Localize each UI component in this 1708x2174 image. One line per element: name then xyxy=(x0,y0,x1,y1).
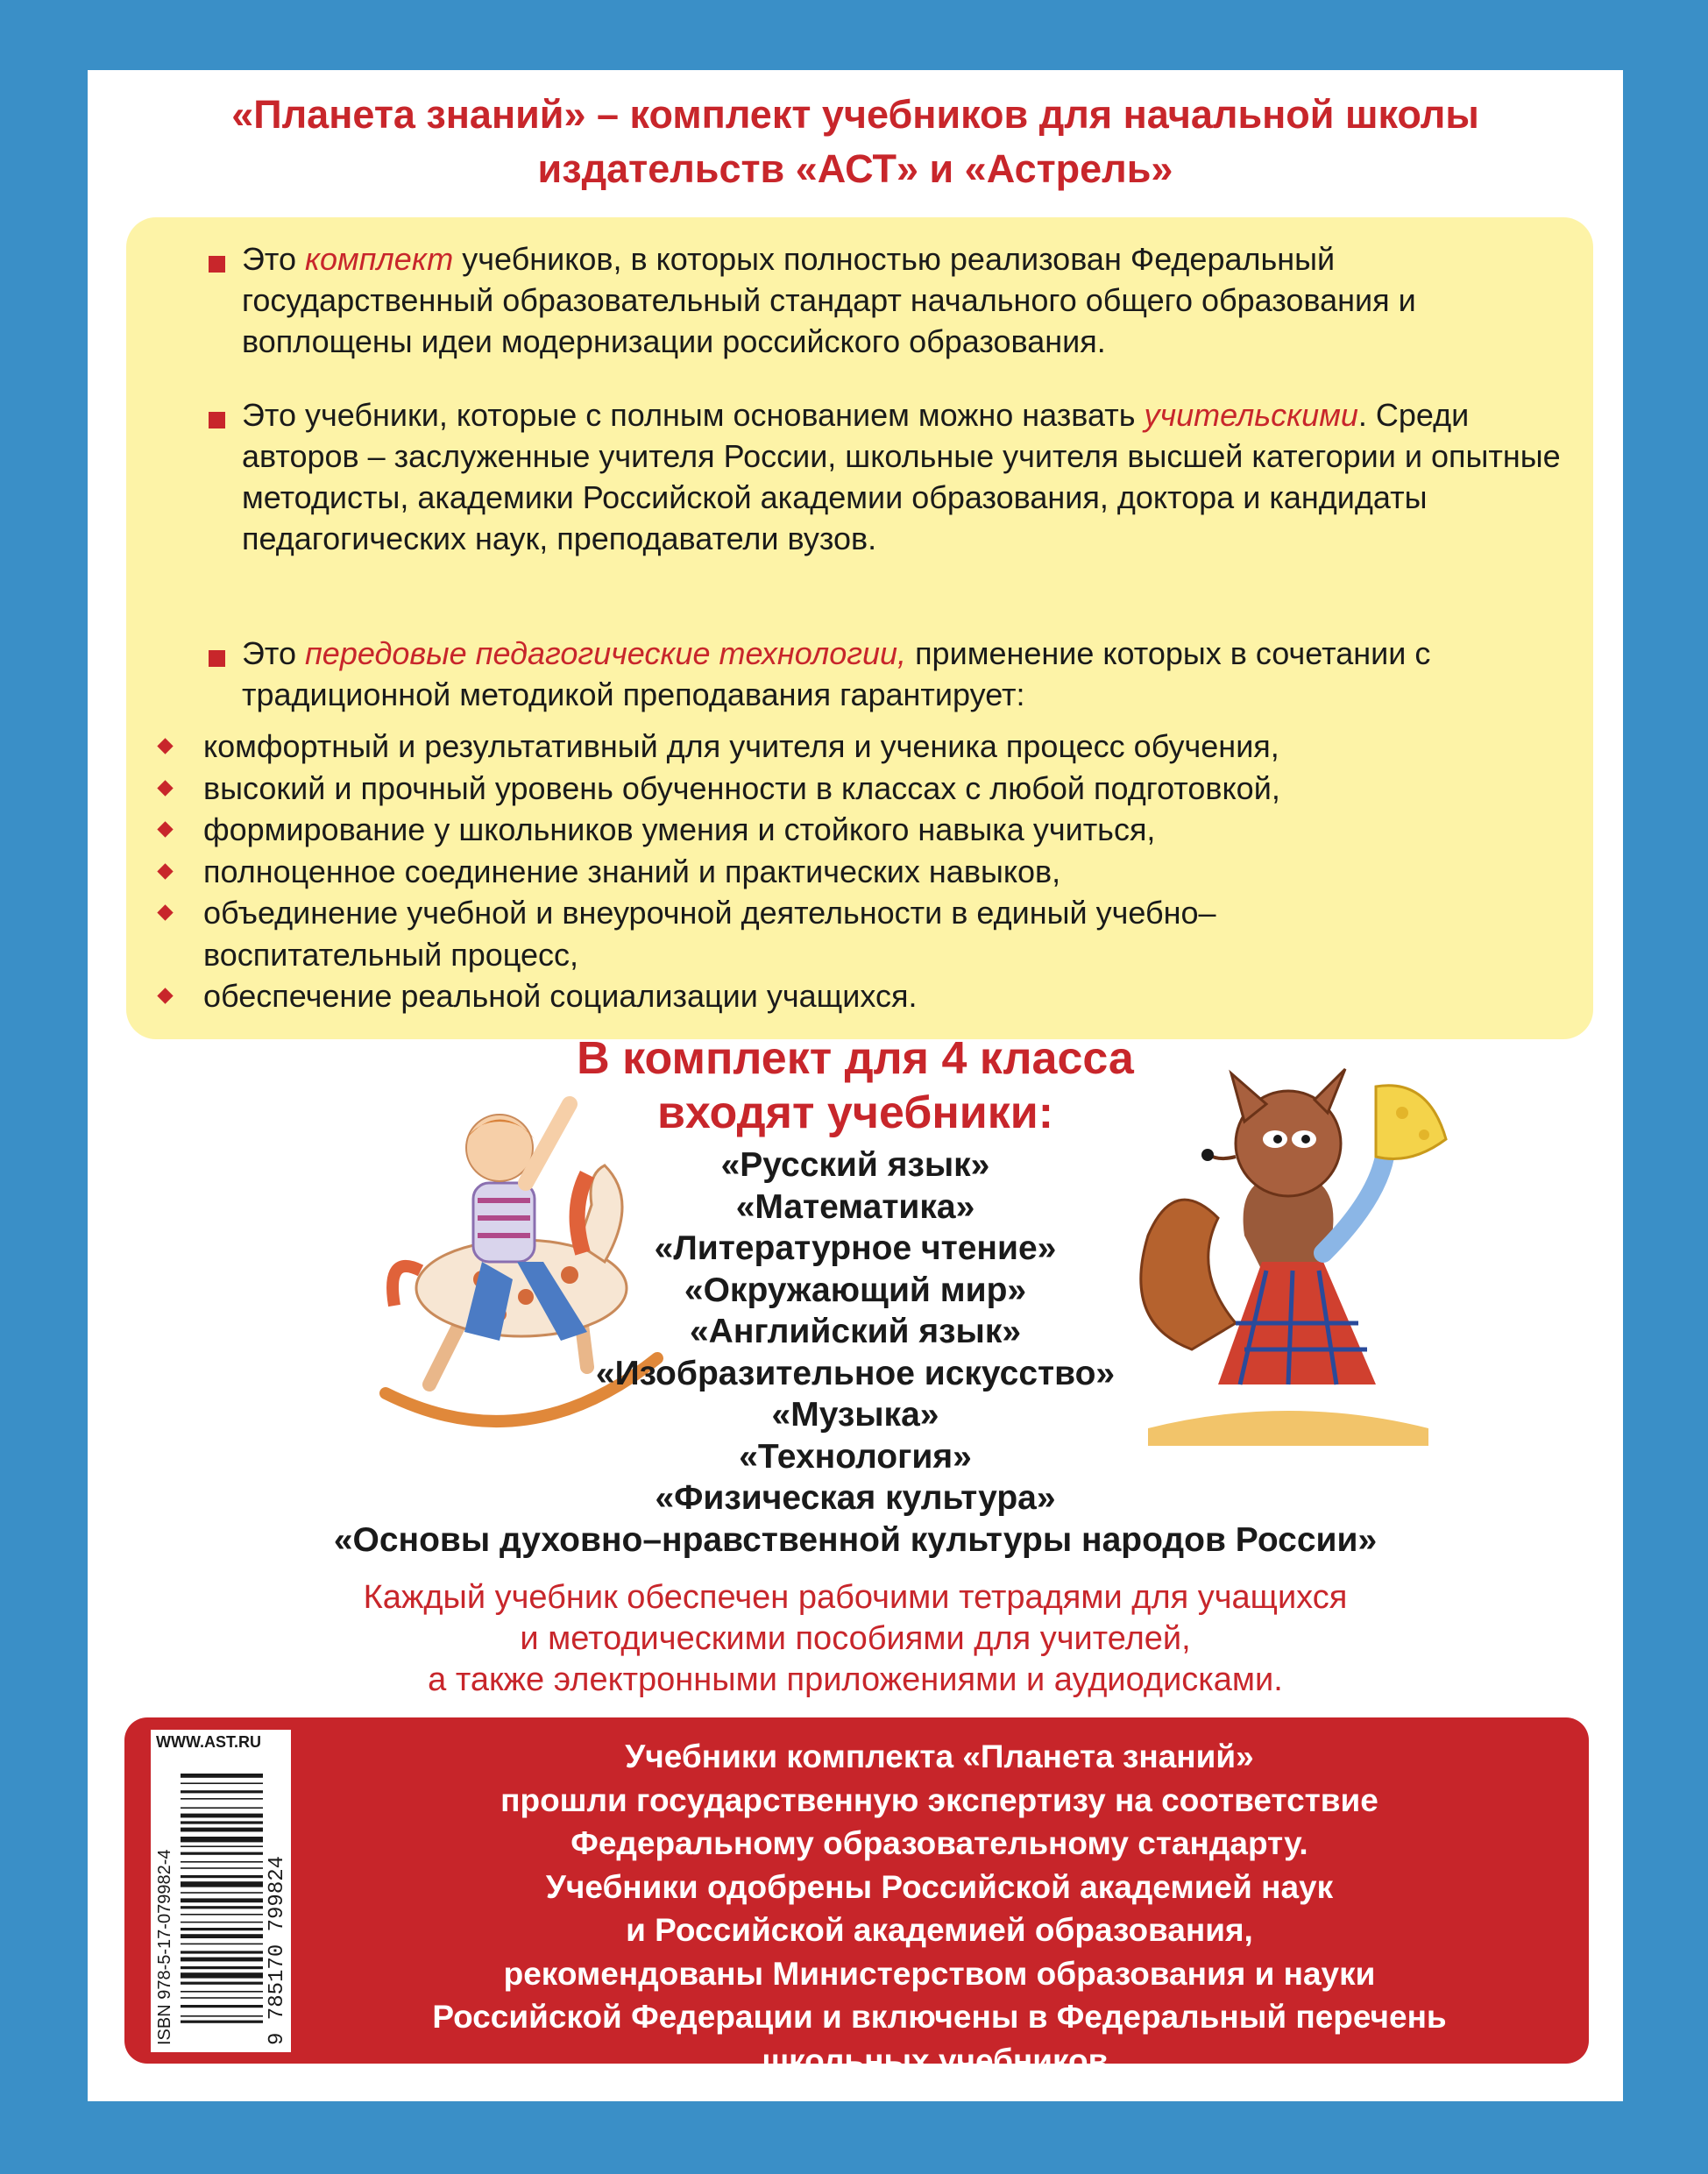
diamond-bullet-icon xyxy=(157,821,173,837)
highlight-text: учительскими xyxy=(1144,397,1358,433)
feature-paragraph-3: Это передовые педагогические технологии, применение которых в сочетании с традиционной методикой преподавания гарантирует: xyxy=(242,635,1431,712)
barcode-bar xyxy=(181,1881,263,1887)
list-item: обеспечение реальной социализации учащихся. xyxy=(133,975,1535,1017)
barcode-bar xyxy=(181,1837,263,1842)
list-item: «Английский язык» xyxy=(689,1313,1022,1350)
isbn-text: ISBN 978-5-17-079982-4 xyxy=(155,1849,174,2045)
barcode-bar xyxy=(181,1972,263,1978)
feature-paragraph-2: Это учебники, которые с полным основанием можно назвать учительскими. Среди авторов – заслуженные учителя России, школьные учителя высшей категории и опытные методисты, академики Российской академии образования, доктора и кандидаты педагогических наук, преподаватели вузов. xyxy=(242,397,1561,556)
list-item: высокий и прочный уровень обученности в классах с любой подготовкой, xyxy=(133,768,1535,810)
barcode-bar xyxy=(181,1991,263,1993)
diamond-bullet-icon xyxy=(157,738,173,754)
list-item: «Русский язык» xyxy=(720,1146,990,1184)
barcode-icon xyxy=(151,1730,291,2052)
list-item: «Технология» xyxy=(739,1437,972,1476)
barcode-bar xyxy=(181,1774,263,1778)
list-item: объединение учебной и внеурочной деятельности в единый учебно–воспитательный процесс, xyxy=(133,892,1535,975)
square-bullet-icon xyxy=(209,256,225,273)
barcode-bar xyxy=(181,1828,263,1832)
diamond-bullet-icon xyxy=(157,988,173,1003)
barcode-bar xyxy=(181,2005,263,2008)
approval-text: Учебники комплекта «Планета знаний» прошли государственную экспертизу на соответствие Федеральному образовательному стандарту. Учебники одобрены Российской академией наук и Российской академией образования, рекомендованы Министерством образования и науки Российской Федерации и включены в Федеральный перечень школьных учебников. xyxy=(432,1738,1447,2078)
barcode-bar xyxy=(181,1798,263,1800)
barcode-bar xyxy=(181,1875,263,1878)
diamond-bullet-icon xyxy=(157,863,173,879)
list-item: «Изобразительное искусство» xyxy=(595,1354,1116,1392)
barcode-bar xyxy=(181,1790,263,1793)
diamond-bullet-icon xyxy=(157,904,173,920)
square-bullet-icon xyxy=(209,650,225,667)
barcode-bar xyxy=(181,1982,263,1985)
barcode-bar xyxy=(181,1997,263,1999)
highlight-text: передовые педагогические технологии, xyxy=(304,635,907,671)
back-cover xyxy=(88,70,1623,2101)
barcode-bar xyxy=(181,1807,263,1809)
diamond-bullet-icon xyxy=(157,780,173,796)
barcode-bar xyxy=(181,1914,263,1916)
barcode-bar xyxy=(181,1821,263,1823)
kit-note: Каждый учебник обеспечен рабочими тетрадями для учащихся и методическими пособиями для учителей, а также электронными приложениями и аудиодисками. xyxy=(363,1579,1348,1698)
list-item: «Литературное чтение» xyxy=(654,1229,1057,1267)
barcode-panel xyxy=(151,1730,291,2052)
feature-paragraph-1: Это комплект учебников, в которых полностью реализован Федеральный государственный образовательный стандарт начального общего образования и воплощены идеи модернизации российского образования. xyxy=(242,241,1416,359)
title-line-1: «Планета знаний» – комплект учебников для начальной школы xyxy=(231,92,1479,137)
list-item: «Окружающий мир» xyxy=(684,1271,1027,1309)
list-item: «Музыка» xyxy=(771,1396,939,1434)
title-line-2: издательств «АСТ» и «Астрель» xyxy=(537,146,1173,191)
barcode-bar xyxy=(181,1958,263,1962)
barcode-bar xyxy=(181,2021,263,2023)
barcode-bar xyxy=(181,1906,263,1908)
barcode-bar xyxy=(181,1898,263,1902)
barcode-bar xyxy=(181,1892,263,1894)
barcode-bar xyxy=(181,1951,263,1953)
barcode-digits: 9 785170 799824 xyxy=(266,1855,289,2045)
kit-heading: В комплект для 4 класса входят учебники: xyxy=(577,1033,1134,1138)
barcode-bar xyxy=(181,1845,263,1847)
barcode-bar xyxy=(181,1944,263,1945)
barcode-bar xyxy=(181,1922,263,1923)
barcode-bar xyxy=(181,1861,263,1863)
textbook-list xyxy=(88,1144,1623,1561)
barcode-bar xyxy=(181,2015,263,2017)
website-label: WWW.AST.RU xyxy=(156,1733,261,1751)
barcode-bar xyxy=(181,1928,263,1930)
barcode-bar xyxy=(181,1934,263,1938)
benefits-list xyxy=(133,726,1535,1017)
list-item: «Основы духовно–нравственной культуры народов России» xyxy=(333,1520,1378,1559)
list-item: комфортный и результативный для учителя и ученика процесс обучения, xyxy=(133,726,1535,768)
square-bullet-icon xyxy=(209,412,225,428)
list-item: «Математика» xyxy=(735,1187,975,1226)
page-title xyxy=(88,88,1623,196)
list-item: формирование у школьников умения и стойкого навыка учиться, xyxy=(133,809,1535,851)
barcode-bar xyxy=(181,1966,263,1969)
barcode-bar xyxy=(181,1852,263,1855)
barcode-bar xyxy=(181,1782,263,1784)
barcode-bar xyxy=(181,1867,263,1869)
approval-panel xyxy=(124,1717,1589,2078)
list-item: «Физическая культура» xyxy=(655,1479,1056,1517)
highlight-text: комплект xyxy=(304,241,454,277)
barcode-bar xyxy=(181,1814,263,1818)
list-item: полноценное соединение знаний и практических навыков, xyxy=(133,851,1535,893)
